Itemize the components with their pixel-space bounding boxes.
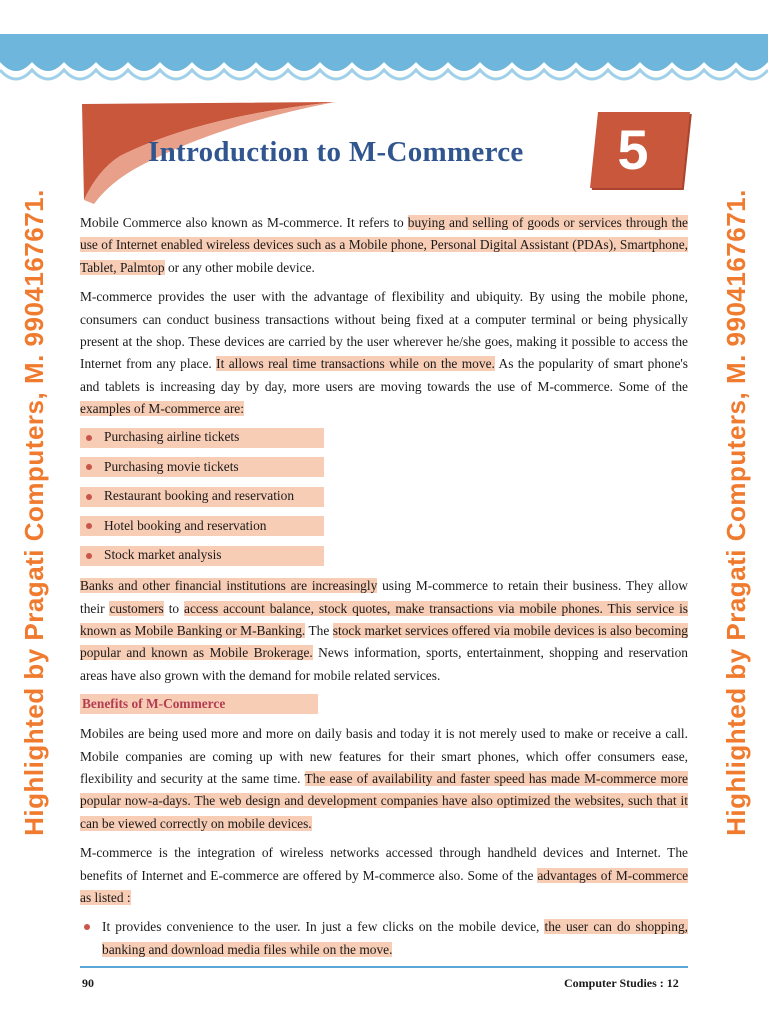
- paragraph-banking: Banks and other financial institutions are increasingly using M-commerce to retain their business. They allow their customers to access account balance, stock quotes, make transactions via mobile phones. This service is known as Mobile Banking or M-Banking. The stock market services offered via mobile devices is also becoming popular and known as Mobile Brokerage. News information, sports, entertainment, shopping and reservation areas have also grown with the demand for mobile related services.: [80, 578, 688, 683]
- advantages-list-item: It provides convenience to the user. In just a few clicks on the mobile device, the user can do shopping, banking and download media files while on the move.: [80, 916, 688, 961]
- highlight: customers: [109, 600, 164, 616]
- watermark-right: Highlighted by Pragati Computers, M. 9904167671.: [720, 188, 751, 836]
- chapter-title: Introduction to M-Commerce: [148, 136, 524, 168]
- page-content: [80, 212, 688, 961]
- highlight: advantages of M-commerce as listed :: [80, 867, 689, 906]
- highlight: the user can do shopping, banking and download media files while on the move.: [102, 919, 688, 957]
- highlight: It allows real time transactions while on the move.: [216, 356, 495, 372]
- list-item: Restaurant booking and reservation: [80, 487, 324, 507]
- footer-divider: [80, 966, 688, 968]
- chapter-number: 5: [617, 118, 649, 181]
- paragraph-benefits: Mobiles are being used more and more on daily basis and today it is not merely used to make or receive a call. Mobile companies are coming up with new features for their smart phones, which offer consumers ease, flexibility and security at the same time. The ease of availability and faster speed has made M-commerce more popular now-a-days. The web design and development companies have also optimized the websites, such that it can be viewed correctly on mobile devices.: [80, 726, 688, 831]
- examples-list: [80, 428, 688, 566]
- highlight: examples of M-commerce are:: [80, 401, 244, 417]
- page-number: 90: [82, 976, 94, 990]
- section-heading-benefits: Benefits of M-Commerce: [80, 694, 318, 714]
- list-item: Purchasing airline tickets: [80, 428, 324, 448]
- bullet-icon: [86, 435, 92, 441]
- bullet-icon: [86, 464, 92, 470]
- paragraph-integration: M-commerce is the integration of wireless networks accessed through handheld devices and Internet. The benefits of Internet and E-commerce are offered by M-commerce also. Some of the advantages of M-commerce as listed :: [80, 845, 689, 906]
- paragraph-advantages: M-commerce provides the user with the advantage of flexibility and ubiquity. By using the mobile phone, consumers can conduct business transactions without being fixed at a computer terminal or being physically present at the shop. These devices are carried by the user wherever he/she goes, making it possible to access the Internet from any place. It allows real time transactions while on the move. As the popularity of smart phone's and tablets is increasing day by day, more users are moving towards the use of M-commerce. Some of the examples of M-commerce are:: [80, 289, 689, 417]
- list-item: Stock market analysis: [80, 546, 324, 566]
- bullet-icon: [86, 523, 92, 529]
- highlight: buying and selling of goods or services through the use of Internet enabled wireless devices such as a Mobile phone, Personal Digital Assistant (PDAs), Smartphone, Tablet, Palmtop: [80, 215, 688, 275]
- list-item: Purchasing movie tickets: [80, 457, 324, 477]
- highlight: access account balance, stock quotes, make transactions via mobile phones. This service is known as Mobile Banking or M-Banking.: [80, 600, 688, 638]
- list-item: Hotel booking and reservation: [80, 516, 324, 536]
- watermark-left: Highlighted by Pragati Computers, M. 9904167671.: [18, 188, 49, 836]
- highlight: Banks and other financial institutions are increasingly: [80, 578, 378, 594]
- bullet-icon: [86, 553, 92, 559]
- bullet-icon: [84, 924, 90, 930]
- bullet-icon: [86, 494, 92, 500]
- paragraph-intro: Mobile Commerce also known as M-commerce. It refers to buying and selling of goods or services through the use of Internet enabled wireless devices such as a Mobile phone, Personal Digital Assistant (PDAs), Smartphone, Tablet, Palmtop or any other mobile device.: [80, 215, 688, 275]
- highlight: The ease of availability and faster speed has made M-commerce more popular now-a-days. The web design and development companies have also optimized the websites, such that it can be viewed correctly on mobile devices.: [80, 771, 688, 831]
- highlight: stock market services offered via mobile devices is also becoming popular and known as Mobile Brokerage.: [80, 622, 688, 661]
- top-wave-banner: [0, 0, 768, 100]
- book-title: Computer Studies : 12: [564, 976, 679, 990]
